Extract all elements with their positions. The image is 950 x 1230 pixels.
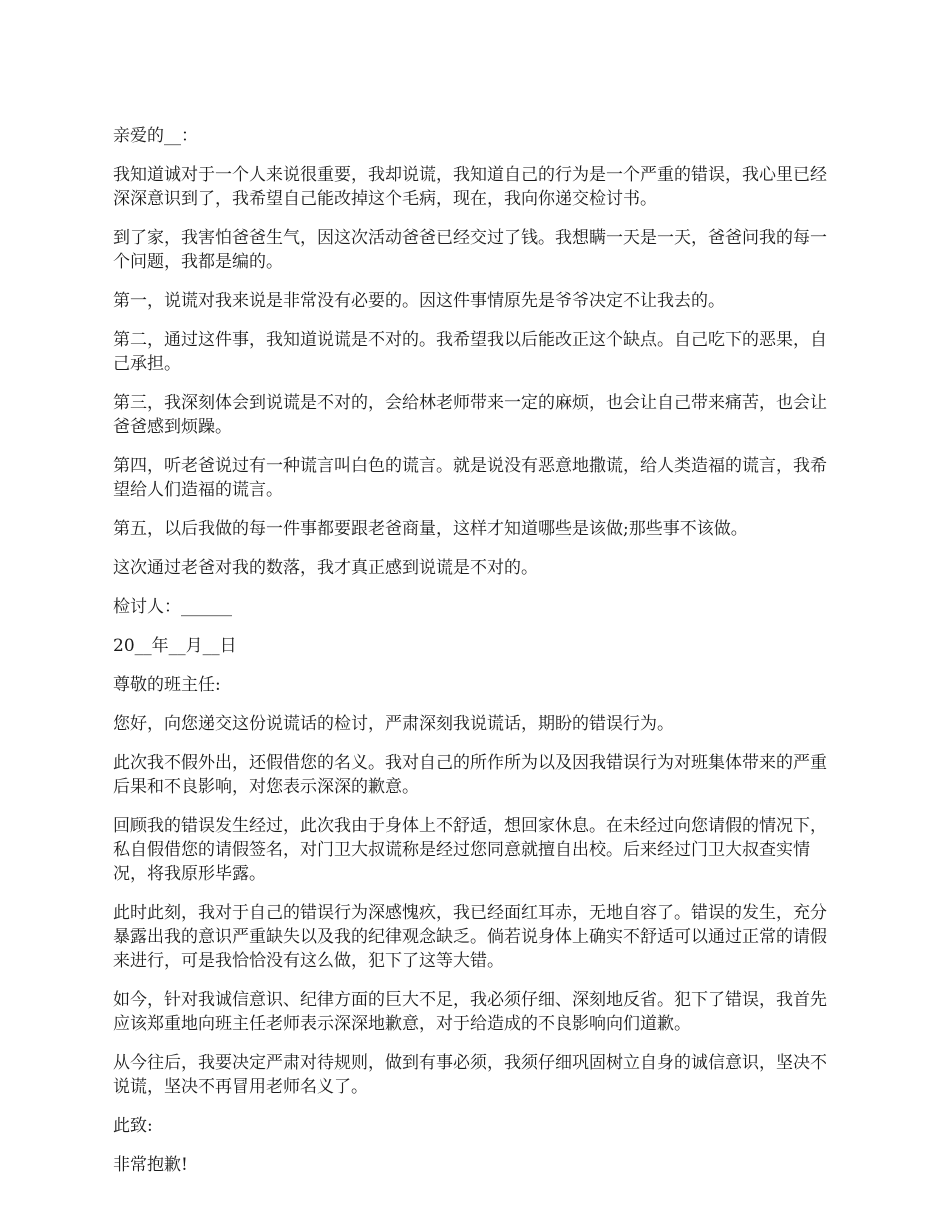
- salutation: 亲爱的__：: [113, 126, 198, 146]
- paragraph: 第四，听老爸说过有一种谎言叫白色的谎言。就是说没有恶意地撒谎，给人类造福的谎言，我希望给人们造福的谎言。: [113, 456, 827, 500]
- paragraph: 如今，针对我诚信意识、纪律方面的巨大不足，我必须仔细、深刻地反省。犯下了错误，我首先应该郑重地向班主任老师表示深深地歉意，对于给造成的不良影响向们道歉。: [113, 990, 827, 1034]
- salutation: 尊敬的班主任:: [113, 675, 221, 695]
- paragraph: 第三，我深刻体会到说谎是不对的，会给林老师带来一定的麻烦，也会让自己带来痛苦，也会让爸爸感到烦躁。: [113, 393, 827, 437]
- paragraph: 到了家，我害怕爸爸生气，因这次活动爸爸已经交过了钱。我想瞒一天是一天，爸爸问我的每一个问题，我都是编的。: [113, 228, 827, 272]
- paragraph: 第一，说谎对我来说是非常没有必要的。因这件事情原先是爷爷决定不让我去的。: [113, 291, 725, 311]
- paragraph: 第五，以后我做的每一件事都要跟老爸商量，这样才知道哪些是该做;那些事不该做。: [113, 519, 748, 539]
- document-body: [113, 124, 843, 1192]
- paragraph: 从今往后，我要决定严肃对待规则，做到有事必须，我须仔细巩固树立自身的诚信意识，坚决不说谎，坚决不再冒用老师名义了。: [113, 1053, 827, 1097]
- paragraph: 我知道诚对于一个人来说很重要，我却说谎，我知道自己的行为是一个严重的错误，我心里已经深深意识到了，我希望自己能改掉这个毛病，现在，我向你递交检讨书。: [113, 165, 827, 209]
- paragraph: 回顾我的错误发生经过，此次我由于身体上不舒适，想回家休息。在未经过向您请假的情况下，私自假借您的请假签名，对门卫大叔谎称是经过您同意就擅自出校。后来经过门卫大叔查实情况，将我原形毕露。: [113, 816, 827, 884]
- date-line: 20__年__月__日: [113, 636, 237, 656]
- paragraph: 此时此刻，我对于自己的错误行为深感愧疚，我已经面红耳赤，无地自容了。错误的发生，充分暴露出我的意识严重缺失以及我的纪律观念缺乏。倘若说身体上确实不舒适可以通过正常的请假来进行，可是我恰恰没有这么做，犯下了这等大错。: [113, 903, 827, 971]
- closing: 此致:: [113, 1116, 153, 1136]
- paragraph: 这次通过老爸对我的数落，我才真正感到说谎是不对的。: [113, 558, 538, 578]
- signature-line: 检讨人：______: [113, 597, 232, 617]
- paragraph: 您好，向您递交这份说谎话的检讨，严肃深刻我说谎话，期盼的错误行为。: [113, 714, 674, 734]
- closing: 非常抱歉!: [113, 1155, 188, 1175]
- paragraph: 第二，通过这件事，我知道说谎是不对的。我希望我以后能改正这个缺点。自己吃下的恶果，自己承担。: [113, 330, 827, 374]
- paragraph: 此次我不假外出，还假借您的名义。我对自己的所作所为以及因我错误行为对班集体带来的严重后果和不良影响，对您表示深深的歉意。: [113, 753, 827, 797]
